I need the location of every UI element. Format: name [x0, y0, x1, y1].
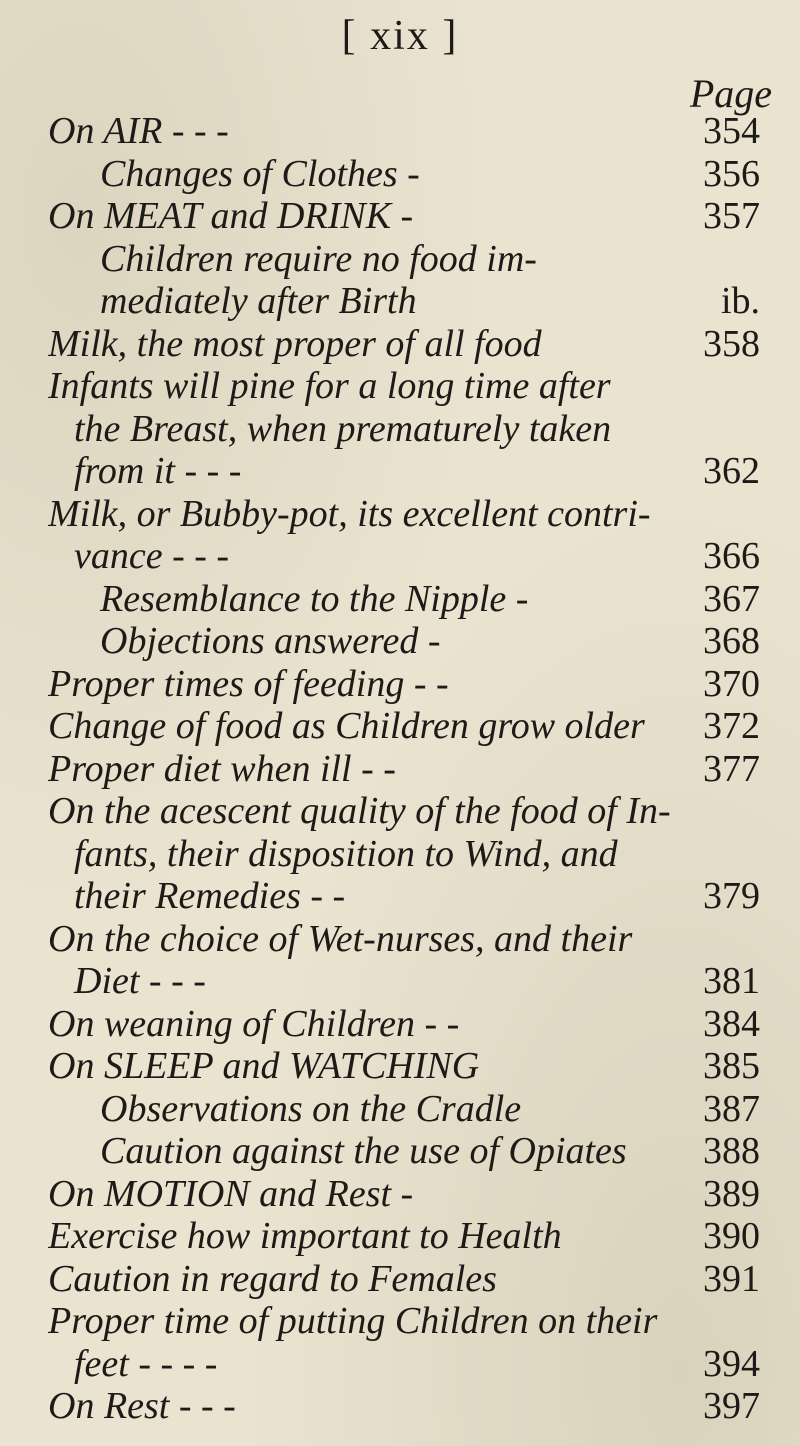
entry-title: mediately after Birth	[100, 280, 417, 322]
entry-title: Children require no food im-	[100, 237, 537, 280]
entry-page-number: 381	[703, 960, 760, 1002]
entry-page-number: 385	[703, 1045, 760, 1087]
entry-title: On MOTION and Rest -	[48, 1172, 414, 1215]
entry-page-number: 366	[703, 535, 760, 577]
entry-page-number: 370	[703, 662, 760, 705]
entry-page-number: 377	[703, 747, 760, 790]
entry-page-number: 384	[703, 1002, 760, 1045]
contents-entry	[48, 1385, 760, 1428]
contents-entry	[48, 1003, 760, 1046]
entry-title: On AIR - - -	[48, 110, 229, 152]
contents-entry	[48, 748, 760, 791]
entry-title: Changes of Clothes -	[100, 152, 420, 195]
entry-title: Proper times of feeding - -	[48, 662, 449, 705]
entry-page-number: 390	[703, 1215, 760, 1257]
contents-entry	[48, 1258, 760, 1301]
contents-entry	[48, 620, 760, 663]
contents-entry	[48, 1215, 760, 1258]
entry-title: On Rest - - -	[48, 1385, 236, 1427]
contents-entry	[48, 1343, 760, 1386]
entry-page-number: 358	[703, 322, 760, 365]
contents-entry	[48, 110, 760, 153]
contents-entry	[48, 578, 760, 621]
entry-title: On MEAT and DRINK -	[48, 195, 414, 237]
entry-page-number: 362	[703, 450, 760, 492]
entry-title: Objections answered -	[100, 620, 441, 662]
entry-title: feet - - - -	[74, 1342, 218, 1385]
entry-title: Milk, or Bubby-pot, its excellent contri-	[48, 492, 651, 535]
entry-title: vance - - -	[74, 535, 230, 577]
contents-entry	[48, 960, 760, 1003]
entry-title: On the acescent quality of the food of In-	[48, 790, 671, 832]
contents-entry	[48, 323, 760, 366]
contents-entry	[48, 238, 760, 281]
contents-entry	[48, 918, 760, 961]
contents-entry	[48, 705, 760, 748]
contents-list	[48, 110, 760, 1428]
entry-title: Resemblance to the Nipple -	[100, 577, 529, 620]
entry-title: Diet - - -	[74, 960, 206, 1002]
entry-title: On SLEEP and WATCHING	[48, 1045, 480, 1087]
entry-title: their Remedies - -	[74, 875, 346, 917]
contents-entry	[48, 1088, 760, 1131]
entry-page-number: 372	[703, 705, 760, 747]
entry-title: Caution in regard to Females	[48, 1257, 497, 1300]
entry-page-number: 388	[703, 1130, 760, 1172]
entry-title: On weaning of Children - -	[48, 1002, 460, 1045]
entry-title: Proper diet when ill - -	[48, 747, 396, 790]
contents-entry	[48, 1045, 760, 1088]
entry-title: Change of food as Children grow older	[48, 705, 645, 747]
contents-entry	[48, 833, 760, 876]
contents-entry	[48, 280, 760, 323]
page-column-label: Page	[689, 71, 772, 116]
entry-page-number: 367	[703, 577, 760, 620]
contents-entry	[48, 493, 760, 536]
entry-page-number: 368	[703, 620, 760, 662]
entry-page-number: 357	[703, 195, 760, 237]
contents-entry	[48, 365, 760, 408]
entry-page-number: 391	[703, 1257, 760, 1300]
entry-page-number: 354	[703, 110, 760, 152]
entry-title: from it - - -	[74, 450, 242, 492]
entry-title: On the choice of Wet-nurses, and their	[48, 917, 633, 960]
entry-page-number: 397	[703, 1385, 760, 1427]
entry-title: Milk, the most proper of all food	[48, 322, 542, 365]
entry-title: fants, their disposition to Wind, and	[74, 832, 618, 875]
entry-title: Observations on the Cradle	[100, 1087, 522, 1130]
entry-page-number: 379	[703, 875, 760, 917]
entry-title: Caution against the use of Opiates	[100, 1130, 627, 1172]
contents-entry	[48, 1130, 760, 1173]
contents-entry	[48, 663, 760, 706]
contents-entry	[48, 875, 760, 918]
contents-entry	[48, 1173, 760, 1216]
contents-entry	[48, 153, 760, 196]
entry-page-number: 389	[703, 1172, 760, 1215]
entry-title: Infants will pine for a long time after	[48, 365, 611, 407]
entry-page-number: 387	[703, 1087, 760, 1130]
entry-title: Proper time of putting Children on their	[48, 1300, 658, 1342]
entry-title: the Breast, when prematurely taken	[74, 407, 612, 450]
page-header: [ xix ]	[341, 13, 459, 59]
entry-page-number: ib.	[720, 280, 760, 322]
entry-page-number: 356	[703, 152, 760, 195]
contents-entry	[48, 195, 760, 238]
entry-page-number: 394	[703, 1342, 760, 1385]
contents-entry	[48, 450, 760, 493]
entry-title: Exercise how important to Health	[48, 1215, 562, 1257]
contents-entry	[48, 535, 760, 578]
contents-entry	[48, 408, 760, 451]
contents-entry	[48, 790, 760, 833]
contents-entry	[48, 1300, 760, 1343]
